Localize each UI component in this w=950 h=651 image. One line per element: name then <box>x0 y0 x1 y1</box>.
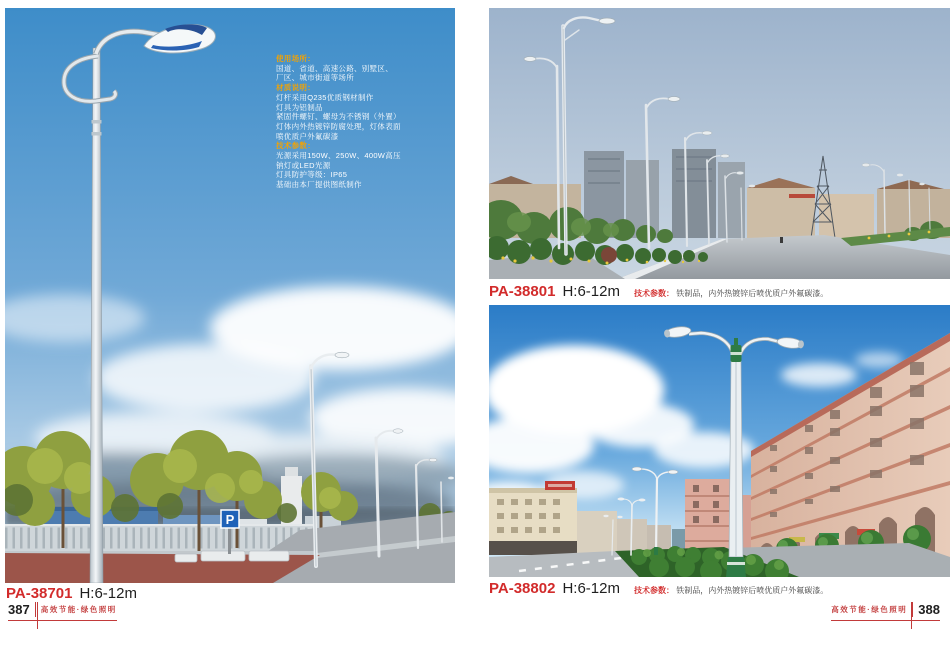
footer-left <box>8 602 117 621</box>
overlay-heading: 使用场所： <box>276 54 315 63</box>
footer-right <box>831 602 940 621</box>
tech-note-text: 铁制品，内外热镀锌后喷优质户外氟碳漆。 <box>676 586 829 595</box>
motorbike <box>780 237 783 243</box>
overlay-line: 灯体内外热镀锌防腐处理，灯体表面 <box>276 121 401 131</box>
tech-note-label: 技术参数： <box>633 586 674 595</box>
footer-left-inner <box>8 602 117 621</box>
tech-note-label: 技术参数： <box>633 289 674 298</box>
overlay-line: 国道、省道、高速公路、别墅区、 <box>276 63 393 73</box>
page-number-left: 387 <box>8 602 30 617</box>
overlay-line: 厂区、城市街道等场所 <box>276 73 354 83</box>
product-height: H:6-12m <box>562 580 620 597</box>
overlay-heading: 技术参数： <box>276 141 315 151</box>
photo-pa-38701 <box>5 8 455 583</box>
parking-sign-letter: P <box>225 512 235 527</box>
product-tech-note <box>634 585 828 596</box>
tech-note-text: 铁制品，内外热镀锌后喷优质户外氟碳漆。 <box>676 289 829 298</box>
footer-slogan-left: 高效节能·绿色照明 <box>40 605 117 614</box>
product-caption-pa-38701 <box>6 585 137 602</box>
product-caption-pa-38801 <box>489 283 828 300</box>
street-scene-photo <box>489 8 950 279</box>
overlay-line: 光源采用150W、250W、400W高压 <box>276 151 401 161</box>
overlay-line: 喷优质户外氟碳漆 <box>276 131 339 141</box>
footer-divider <box>912 602 913 617</box>
photo-pa-38801 <box>489 8 950 279</box>
spec-overlay <box>276 54 452 190</box>
overlay-heading: 材质说明： <box>276 83 315 93</box>
page-number-right: 388 <box>918 602 940 617</box>
product-code: PA-38802 <box>489 580 556 597</box>
overlay-line: 灯杆采用Q235优质钢材制作 <box>276 92 374 102</box>
overlay-line: 灯具防护等级：IP65 <box>276 170 348 180</box>
footer-slogan-right: 高效节能·绿色照明 <box>831 605 908 614</box>
footer-tick <box>37 602 38 629</box>
street-scene-photo <box>489 305 950 577</box>
footer-tick <box>911 602 912 629</box>
footer-right-inner <box>831 602 940 621</box>
photo-pa-38802 <box>489 305 950 577</box>
overlay-line: 基础由本厂提供图纸制作 <box>276 180 362 190</box>
product-tech-note <box>634 288 828 299</box>
overlay-line: 紧固件螺钉、螺母为不锈钢（外置） <box>276 112 401 122</box>
product-height: H:6-12m <box>79 585 137 602</box>
footer-divider <box>35 602 36 617</box>
product-code: PA-38701 <box>6 585 73 602</box>
product-code: PA-38801 <box>489 283 556 300</box>
overlay-line: 灯具为铝制品 <box>276 102 323 112</box>
product-caption-pa-38802 <box>489 580 828 597</box>
fence <box>5 524 317 551</box>
overlay-line: 钠灯或LED光源 <box>276 160 331 170</box>
product-height: H:6-12m <box>562 283 620 300</box>
